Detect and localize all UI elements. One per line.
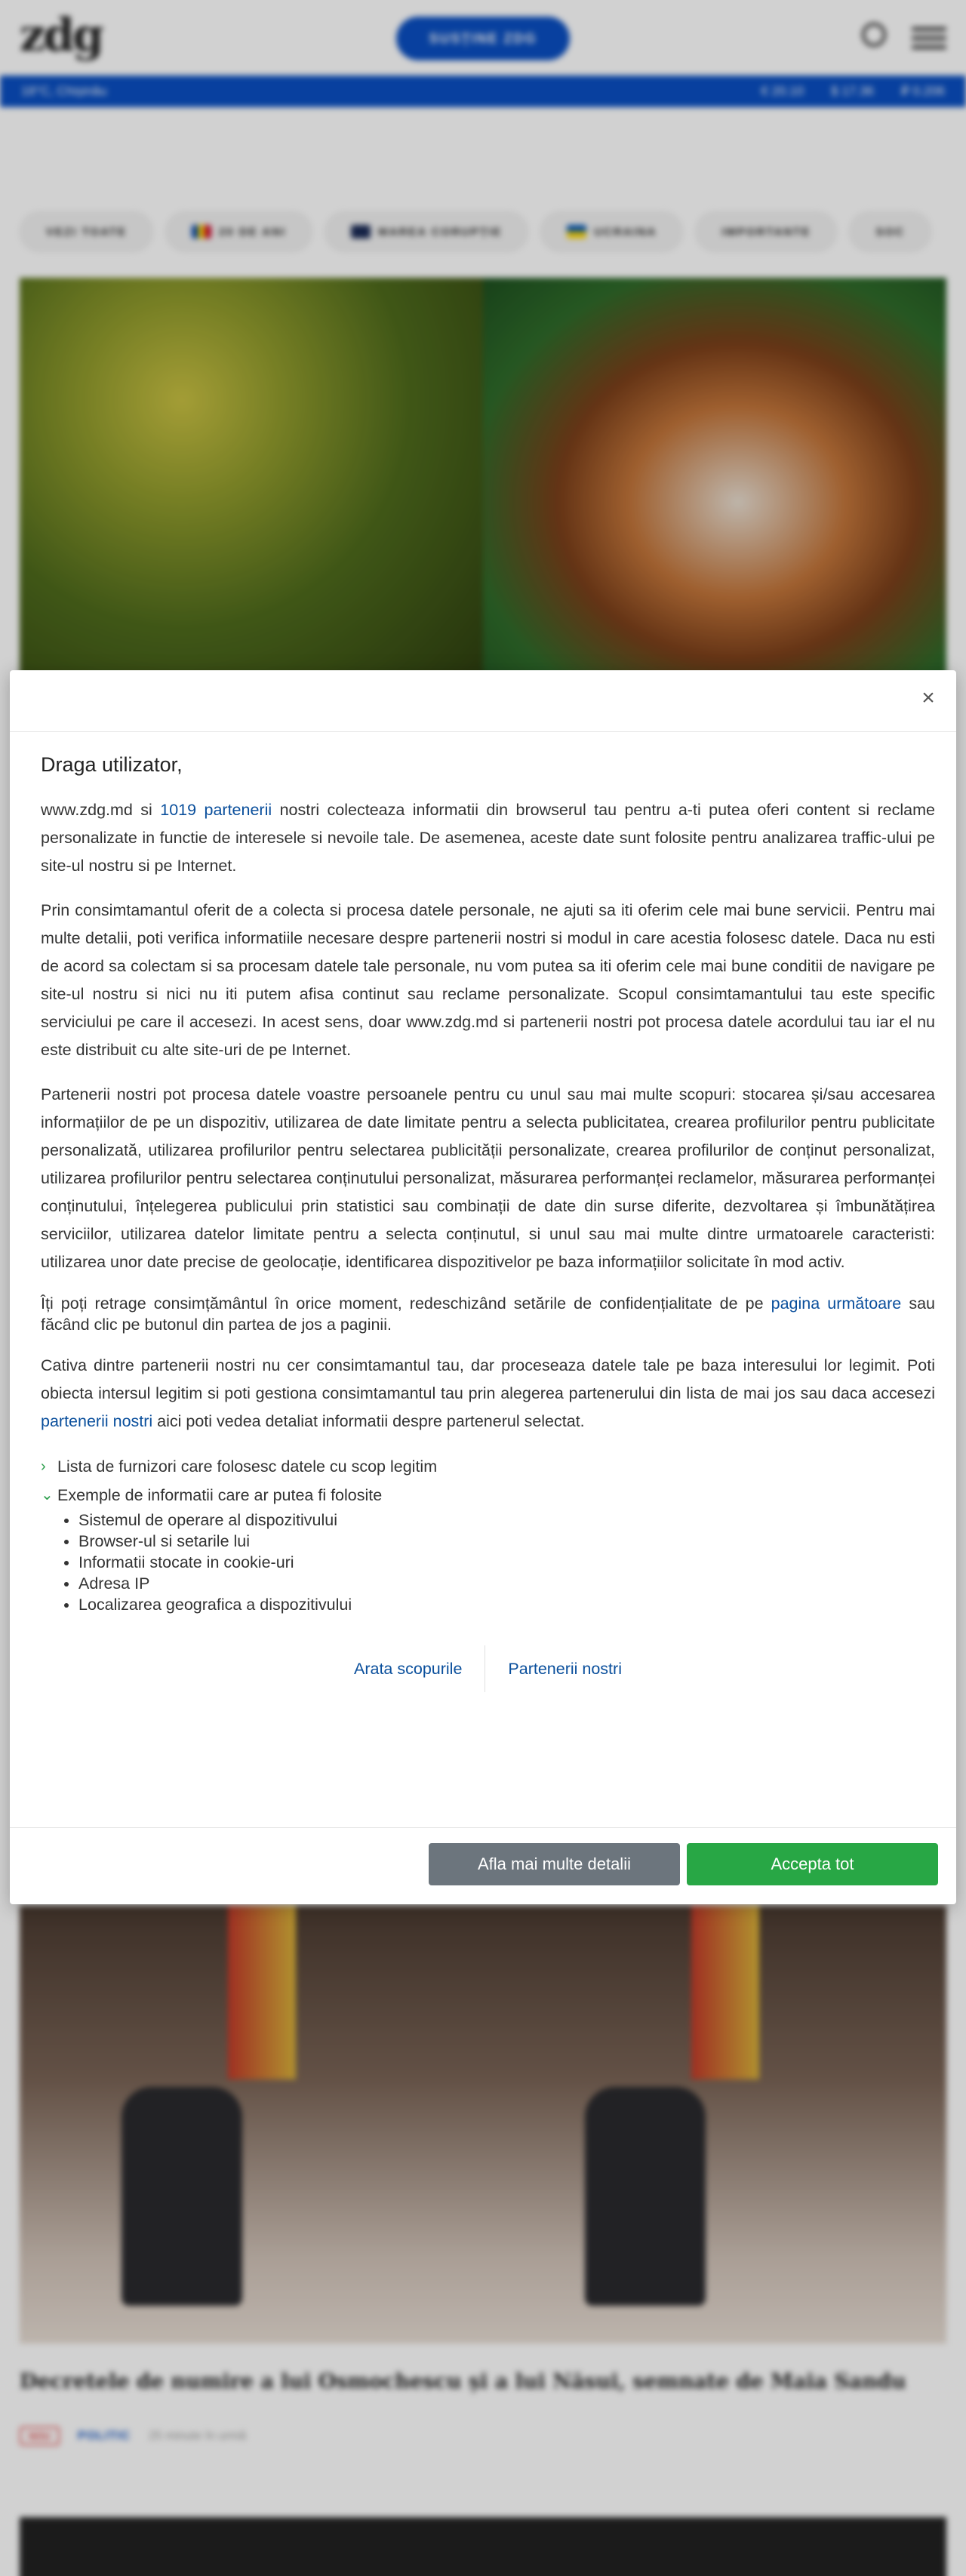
list-item: • Sistemul de operare al dispozitivului (78, 1510, 935, 1531)
tag-label: UCRAINA (594, 225, 657, 239)
close-icon[interactable]: × (921, 685, 935, 710)
article-title[interactable]: Decretele de numire a lui Osmochescu și a lui Năsui, semnate de Maia Sandu (20, 2370, 906, 2393)
modal-greeting: Draga utilizator, (41, 753, 183, 776)
tag-label: MAREA CORUPȚIE (378, 225, 503, 239)
more-details-button[interactable]: Afla mai multe detalii (429, 1843, 680, 1885)
expander-label: Exemple de informatii care ar putea fi folosite (57, 1486, 383, 1504)
expander-label: Lista de furnizori care folosesc datele cu scop legitim (57, 1457, 438, 1476)
list-item: • Informatii stocate in cookie-uri (78, 1552, 935, 1573)
tag-label: IMPORTANTE (721, 225, 811, 239)
new-badge: NOU (20, 2427, 60, 2445)
show-purposes-link[interactable]: Arata scopurile (354, 1659, 463, 1678)
list-item: • Adresa IP (78, 1573, 935, 1594)
partners-count-link[interactable]: 1019 partenerii (160, 801, 272, 819)
accept-all-button[interactable]: Accepta tot (687, 1843, 938, 1885)
examples-list (78, 1510, 935, 1615)
examples-expander[interactable] (41, 1481, 935, 1510)
withdraw-paragraph: Îți poți retrage consimțământul în orice moment, redeschizând setările de confidențialitate de pe pagina următoare sau făcând clic pe butonul din partea de jos a paginii. (41, 1294, 936, 1334)
support-button[interactable]: SUSȚINE ZDG (396, 17, 570, 60)
list-item: • Browser-ul si setarile lui (78, 1531, 935, 1552)
chevron-down-icon: ⌄ (41, 1487, 54, 1503)
rate-usd: $ 17.36 (831, 84, 874, 98)
next-page-link[interactable]: pagina următoare (771, 1294, 902, 1313)
divider (10, 1827, 956, 1828)
consent-modal (10, 670, 956, 1904)
tag-label: VEZI TOATE (46, 225, 127, 239)
weather-text: 18°C, Chișinău (21, 84, 107, 98)
vendors-expander[interactable] (41, 1452, 935, 1481)
rate-eur: € 20.10 (761, 84, 804, 98)
tag-label: 20 DE ANI (218, 225, 287, 239)
chevron-right-icon: › (41, 1458, 46, 1475)
article-time: 25 minute în urmă (149, 2429, 246, 2442)
divider (10, 731, 956, 732)
tag-label: SOC (875, 225, 905, 239)
consent-paragraph: Prin consimtamantul oferit de a colecta si procesa datele personale, ne ajuti sa iti oferim cele mai bune servicii. Pentru mai multe detalii, poti verifica informatiile necesare despre partenerii nostri si modul in care acestia folosesc datele. Daca nu esti de acord sa colectam si sa procesam datele tale personale, nu vom putea sa iti oferim cele mai bune conditii de navigare pe site-ul nostru si nici nu iti putem afisa continut sau reclame personalizate. Scopul consimtamantului tau este specific serviciului pe care il accesezi. In acest sens, doar www.zdg.md si partenerii nostri pot procesa datele acordului tau iar el nu este distribuit cu alte site-uri de pe Internet. (41, 901, 935, 1059)
article-category[interactable]: POLITIC (77, 2429, 131, 2442)
our-partners-inline-link[interactable]: partenerii nostri (41, 1412, 153, 1430)
rate-rub: ₽ 0.206 (900, 84, 945, 98)
modal-links-row (41, 1645, 935, 1692)
legitimate-interest-paragraph: Cativa dintre partenerii nostri nu cer consimtamantul tau, dar proceseaza datele tale pe baza interesului lor legimit. Poti obiecta intersul legitim si poti gestiona consimtamantul tau prin alegerea partenerului din lista de mai jos sau daca accesezi partenerii nostri aici poti vedea detaliat informatii despre partenerul selectat. (41, 1356, 935, 1430)
list-item: • Localizarea geografica a dispozitivului (78, 1594, 935, 1615)
modal-body (41, 753, 935, 1692)
site-logo[interactable]: zdg (20, 9, 102, 62)
our-partners-link[interactable]: Partenerii nostri (508, 1659, 622, 1678)
intro-paragraph: www.zdg.md si 1019 partenerii nostri colecteaza informatii din browserul tau pentru a-ti putea oferi content si reclame personalizate in functie de interesele si nevoile tale. De asemenea, aceste date sunt folosite pentru analizarea traffic-ului pe site-ul nostru si pe Internet. (41, 801, 935, 875)
purposes-paragraph: Partenerii nostri pot procesa datele voastre persoanele pentru cu unul sau mai multe scopuri: stocarea și/sau accesarea informațiilor de pe un dispozitiv, utilizarea de date limitate pentru a selecta publicitatea, crearea profilurilor pentru publicitate personalizată, utilizarea profilurilor pentru selectarea publicității personalizate, crearea profilurilor de conținut personalizat, utilizarea profilurilor pentru selectarea conținutului personalizat, măsurarea performanței reclamelor, măsurarea performanței conținutului, înțelegerea publicului prin statistici sau combinații de date din surse diferite, dezvoltarea și îmbunătățirea serviciilor, utilizarea datelor limitate pentru a selecta conținutul, si unul sau mai multe dintre urmatoarele caracteristi: utilizarea unor date precise de geolocație, identificarea dispozitivelor pe baza informațiilor solicitate în mod activ. (41, 1085, 935, 1271)
